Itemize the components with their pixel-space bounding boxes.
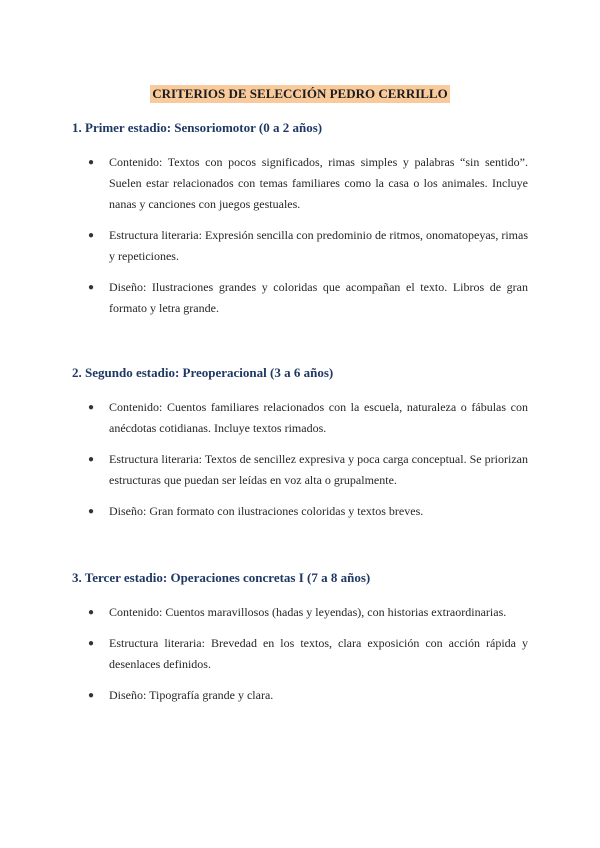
bullet-icon: ● [88,607,95,618]
list-item [72,277,528,319]
list-item [72,449,528,491]
list-item [72,685,528,706]
list-item-text: Estructura literaria: Expresión sencilla con predominio de ritmos, onomatopeyas, rimas y repeticiones. [109,228,528,263]
section-primer-estadio [72,120,528,319]
list-item-text: Diseño: Gran formato con ilustraciones coloridas y textos breves. [109,504,424,518]
list-item-text: Contenido: Cuentos maravillosos (hadas y leyendas), con historias extraordinarias. [109,605,507,619]
bullet-icon: ● [88,230,95,241]
list-item-text: Diseño: Tipografía grande y clara. [109,688,274,702]
list-item [72,602,528,623]
list-item [72,225,528,267]
section-tercer-estadio [72,570,528,706]
bullet-icon: ● [88,638,95,649]
bullet-list [72,602,528,706]
bullet-list [72,397,528,522]
section-segundo-estadio [72,365,528,522]
bullet-icon: ● [88,157,95,168]
bullet-list [72,152,528,319]
bullet-icon: ● [88,506,95,517]
list-item-text: Contenido: Cuentos familiares relacionados con la escuela, naturaleza o fábulas con anécdotas cotidianas. Incluye textos rimados. [109,400,528,435]
document-title: CRITERIOS DE SELECCIÓN PEDRO CERRILLO [152,86,448,101]
list-item-text: Diseño: Ilustraciones grandes y coloridas que acompañan el texto. Libros de gran formato y letra grande. [109,280,528,315]
list-item [72,397,528,439]
section-heading: 3. Tercer estadio: Operaciones concretas I (7 a 8 años) [72,570,371,585]
list-item-text: Estructura literaria: Textos de sencillez expresiva y poca carga conceptual. Se priorizan estructuras que puedan ser leídas en voz alta o grupalmente. [109,452,528,487]
bullet-icon: ● [88,454,95,465]
title-container [0,85,600,103]
list-item [72,152,528,215]
bullet-icon: ● [88,690,95,701]
list-item [72,501,528,522]
section-heading: 1. Primer estadio: Sensoriomotor (0 a 2 años) [72,120,323,135]
list-item [72,633,528,675]
bullet-icon: ● [88,282,95,293]
section-heading: 2. Segundo estadio: Preoperacional (3 a 6 años) [72,365,334,380]
list-item-text: Estructura literaria: Brevedad en los textos, clara exposición con acción rápida y desenlaces definidos. [109,636,528,671]
bullet-icon: ● [88,402,95,413]
list-item-text: Contenido: Textos con pocos significados, rimas simples y palabras “sin sentido”. Suelen estar relacionados con temas familiares como la casa o los animales. Incluye nanas y canciones con juegos gestuales. [109,155,528,211]
